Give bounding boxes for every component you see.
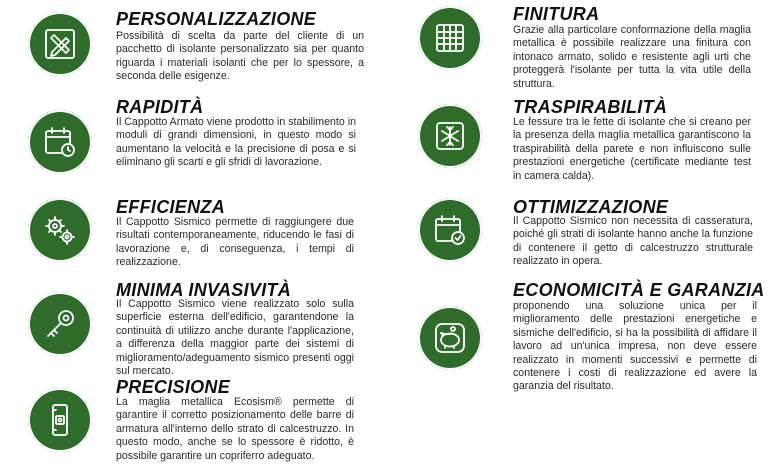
feature-title: ECONOMICITÀ E GARANZIA bbox=[513, 280, 765, 300]
feature-description: Il Cappotto Sismico non necessita di casseratura, poiché gli strati di isolante hanno anche la funzione di contenere il getto di calcestruzzo strutturale realizzato in opera. bbox=[513, 215, 753, 268]
feature-title: PRECISIONE bbox=[116, 377, 231, 397]
feature-description: Le fessure tra le fette di isolante che si creano per la presenza della maglia metallica garantiscono la traspirabilità della parete e non influiscono sulle prestazioni energetiche (certificate mediante test in camera calda). bbox=[513, 116, 751, 182]
breathable-icon bbox=[418, 104, 482, 168]
feature-description: Grazie alla particolare conformazione della maglia metallica è possibile realizzare una finitura con intonaco armato, solido e resistente agli urti che proteggerà l'isolante per tutta la vita utile della struttura. bbox=[513, 24, 751, 90]
calendar-check-icon bbox=[418, 198, 482, 262]
feature-description: proponendo una soluzione unica per il miglioramento delle prestazioni energetiche e sismiche dell'edificio, si ha la possibilità di affidare il lavoro ad un'unica impresa, non deve essere realizzato in momenti successivi e permette di contenere i costi di realizzazione ed avere la garanzia del risultato. bbox=[513, 300, 757, 393]
feature-title: OTTIMIZZAZIONE bbox=[513, 197, 669, 217]
key-icon bbox=[28, 292, 92, 356]
feature-title: PERSONALIZZAZIONE bbox=[116, 9, 317, 29]
piggy-bank-icon bbox=[418, 306, 482, 370]
feature-title: FINITURA bbox=[513, 4, 600, 24]
feature-description: Il Cappotto Armato viene prodotto in stabilimento in moduli di grandi dimensioni, in questo modo si aumentano la velocità e la precisione di posa e si eliminano gli scarti e gli sfridi di lavorazione. bbox=[116, 116, 356, 169]
feature-title: TRASPIRABILITÀ bbox=[513, 97, 668, 117]
feature-description: Il Cappotto Sismico viene realizzato solo sulla superficie esterna dell'edificio, garantendone la continuità di utilizzo anche durante l'applicazione, a differenza della maggior parte dei sistemi di miglioramento/adeguamento sismico presenti oggi sul mercato. bbox=[116, 298, 354, 378]
mesh-grid-icon bbox=[418, 6, 482, 70]
calendar-clock-icon bbox=[28, 110, 92, 174]
gears-icon bbox=[28, 198, 92, 262]
feature-description: Possibilità di scelta da parte del cliente di un pacchetto di isolante personalizzato sia per quanto riguarda i materiali isolanti che per lo spessore, a seconda delle esigenze. bbox=[116, 30, 364, 83]
feature-title: MINIMA INVASIVITÀ bbox=[116, 280, 292, 300]
feature-description: Il Cappotto Sismico permette di raggiungere due risultati contemporaneamente, riducendo le fasi di lavorazione e, di conseguenza, i tempi di realizzazione. bbox=[116, 216, 354, 269]
feature-title: EFFICIENZA bbox=[116, 197, 225, 217]
pencil-ruler-icon bbox=[28, 12, 92, 76]
level-icon bbox=[28, 388, 92, 452]
feature-description: La maglia metallica Ecosism® permette di garantire il corretto posizionamento delle barre di armatura all'interno dello strato di calcestruzzo. In questo modo, anche se lo spessore è ridotto, è possibile garantire un copriferro adeguato. bbox=[116, 396, 354, 462]
feature-title: RAPIDITÀ bbox=[116, 97, 204, 117]
